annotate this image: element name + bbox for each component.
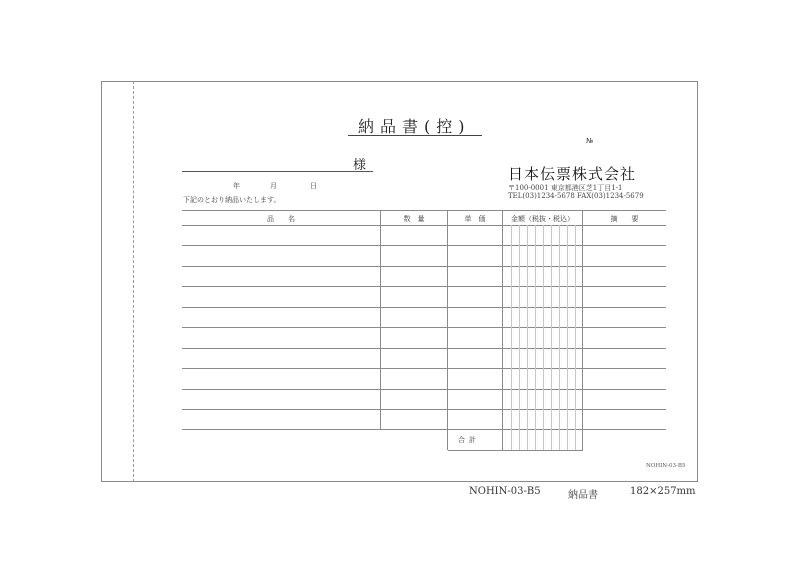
digit-guide (527, 225, 528, 450)
caption-name: 納品書 (568, 490, 598, 501)
date-year-label: 年 (233, 182, 240, 190)
table-row (182, 307, 666, 308)
table-row (182, 348, 666, 349)
table-row (182, 389, 666, 390)
column-divider-unit-price (447, 210, 448, 450)
digit-guide (519, 225, 520, 450)
column-divider-quantity (380, 210, 381, 429)
table-row (182, 327, 666, 328)
table-row (182, 245, 666, 246)
header-remarks: 摘 要 (610, 215, 639, 223)
total-row-bottom (448, 450, 583, 451)
digit-guide (567, 225, 568, 450)
title-underline (348, 135, 482, 136)
total-label: 合計 (458, 436, 480, 444)
digit-guide (575, 225, 576, 450)
company-tel-fax: TEL(03)1234-5678 FAX(03)1234-5679 (508, 192, 644, 200)
digit-guide (535, 225, 536, 450)
header-quantity: 数 量 (403, 215, 425, 223)
header-item-name: 品 名 (267, 215, 295, 223)
header-unit-price: 単 価 (464, 215, 486, 223)
company-address: 〒100-0001 東京都港区芝1丁目1-1 (508, 184, 623, 192)
digit-guide (511, 225, 512, 450)
date-month-label: 月 (270, 182, 277, 190)
delivery-slip-sheet (101, 81, 698, 482)
form-code: NOHIN-03-B5 (646, 463, 686, 469)
company-name: 日本伝票株式会社 (508, 165, 637, 183)
caption-size: 182×257mm (630, 486, 696, 497)
recipient-suffix: 様 (353, 158, 367, 173)
table-row (182, 266, 666, 267)
form-title: 納品書(控) (358, 117, 471, 136)
column-divider-amount (502, 210, 503, 450)
table-row (182, 368, 666, 369)
header-bottom-border (182, 225, 666, 226)
digit-guide (559, 225, 560, 450)
caption-code: NOHIN-03-B5 (469, 486, 541, 497)
delivery-notice: 下記のとおり納品いたします。 (183, 196, 281, 204)
number-label: № (586, 137, 594, 145)
date-day-label: 日 (310, 182, 317, 190)
digit-guide (551, 225, 552, 450)
header-amount: 金額（税抜・税込） (511, 215, 574, 223)
perforation-line (133, 81, 134, 482)
table-top-border (182, 210, 666, 211)
digit-guide (543, 225, 544, 450)
table-row (182, 409, 666, 410)
table-row (182, 286, 666, 287)
table-row (182, 429, 666, 430)
column-divider-remarks (582, 210, 583, 450)
recipient-line (182, 171, 373, 172)
